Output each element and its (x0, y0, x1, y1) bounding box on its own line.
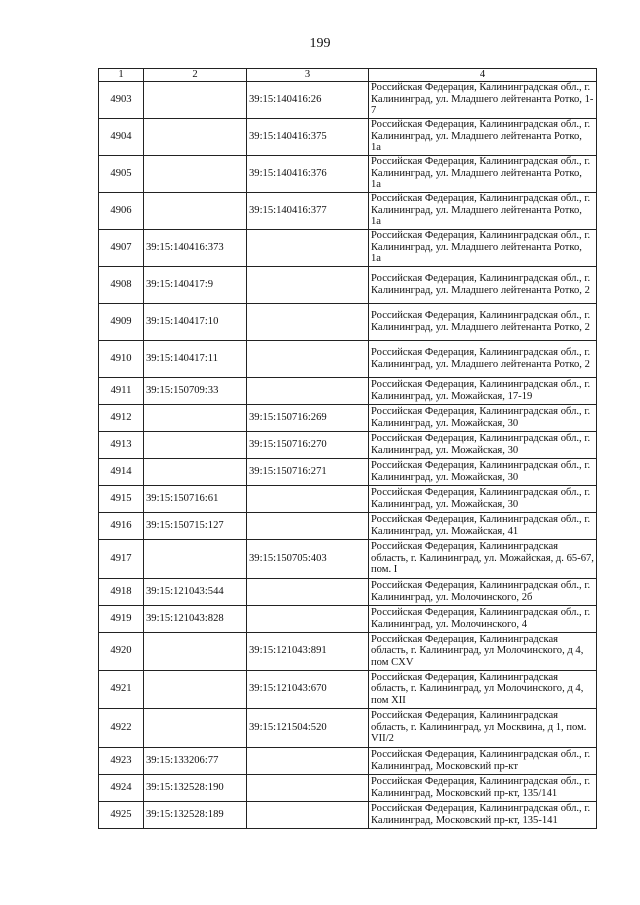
table-row (99, 539, 597, 578)
address-cell: Российская Федерация, Калининградская обл., г. Калининград, ул. Можайская, 30 (369, 485, 597, 512)
cadastral-number-col2 (144, 708, 247, 747)
cadastral-number-col3: 39:15:140416:376 (247, 155, 369, 192)
cadastral-number-col2 (144, 404, 247, 431)
row-number: 4912 (99, 404, 144, 431)
table-row (99, 377, 597, 404)
row-number: 4917 (99, 539, 144, 578)
cadastral-number-col3 (247, 747, 369, 774)
address-cell: Российская Федерация, Калининградская обл., г. Калининград, ул. Можайская, 30 (369, 431, 597, 458)
table-row (99, 266, 597, 303)
cadastral-number-col2: 39:15:140417:9 (144, 266, 247, 303)
cadastral-number-col3: 39:15:150716:271 (247, 458, 369, 485)
column-header-3: 3 (247, 69, 369, 82)
address-cell: Российская Федерация, Калининградская обл., г. Калининград, ул. Можайская, 41 (369, 512, 597, 539)
table-row (99, 708, 597, 747)
row-number: 4903 (99, 81, 144, 118)
cadastral-number-col3 (247, 774, 369, 801)
cadastral-number-col3 (247, 266, 369, 303)
registry-table (98, 68, 597, 829)
address-cell: Российская Федерация, Калининградская обл., г. Калининград, ул. Младшего лейтенанта Ротко, 2 (369, 266, 597, 303)
cadastral-number-col2 (144, 118, 247, 155)
row-number: 4909 (99, 303, 144, 340)
cadastral-number-col3 (247, 512, 369, 539)
table-row (99, 192, 597, 229)
cadastral-number-col2: 39:15:121043:828 (144, 605, 247, 632)
row-number: 4923 (99, 747, 144, 774)
row-number: 4904 (99, 118, 144, 155)
row-number: 4916 (99, 512, 144, 539)
address-cell: Российская Федерация, Калининградская обл., г. Калининград, ул. Молочинского, 2б (369, 578, 597, 605)
cadastral-number-col3: 39:15:150705:403 (247, 539, 369, 578)
address-cell: Российская Федерация, Калининградская область, г. Калининград, ул Молочинского, д 4, пом CXV (369, 632, 597, 670)
table-row (99, 303, 597, 340)
cadastral-number-col2: 39:15:132528:189 (144, 801, 247, 828)
table-row (99, 774, 597, 801)
cadastral-number-col3 (247, 578, 369, 605)
address-cell: Российская Федерация, Калининградская обл., г. Калининград, ул. Можайская, 17-19 (369, 377, 597, 404)
cadastral-number-col2 (144, 670, 247, 708)
cadastral-number-col3 (247, 303, 369, 340)
cadastral-number-col2 (144, 458, 247, 485)
address-cell: Российская Федерация, Калининградская обл., г. Калининград, Московский пр-кт, 135/141 (369, 774, 597, 801)
row-number: 4921 (99, 670, 144, 708)
cadastral-number-col2: 39:15:133206:77 (144, 747, 247, 774)
row-number: 4914 (99, 458, 144, 485)
row-number: 4911 (99, 377, 144, 404)
column-header-2: 2 (144, 69, 247, 82)
address-cell: Российская Федерация, Калининградская область, г. Калининград, ул Москвина, д 1, пом. VII/2 (369, 708, 597, 747)
table-row (99, 578, 597, 605)
address-cell: Российская Федерация, Калининградская обл., г. Калининград, ул. Младшего лейтенанта Ротко, 1-7 (369, 81, 597, 118)
cadastral-number-col2: 39:15:121043:544 (144, 578, 247, 605)
column-header-4: 4 (369, 69, 597, 82)
table-row (99, 632, 597, 670)
table-body (99, 81, 597, 828)
address-cell: Российская Федерация, Калининградская обл., г. Калининград, ул. Можайская, 30 (369, 458, 597, 485)
table-header-row (99, 69, 597, 82)
address-cell: Российская Федерация, Калининградская обл., г. Калининград, ул. Младшего лейтенанта Ротко, 1а (369, 118, 597, 155)
row-number: 4915 (99, 485, 144, 512)
table-row (99, 155, 597, 192)
cadastral-number-col2: 39:15:150716:61 (144, 485, 247, 512)
table-row (99, 404, 597, 431)
cadastral-number-col2: 39:15:140417:11 (144, 340, 247, 377)
cadastral-number-col2: 39:15:150709:33 (144, 377, 247, 404)
cadastral-number-col2: 39:15:150715:127 (144, 512, 247, 539)
table-row (99, 485, 597, 512)
table-row (99, 747, 597, 774)
address-cell: Российская Федерация, Калининградская обл., г. Калининград, Московский пр-кт, 135-141 (369, 801, 597, 828)
table-row (99, 512, 597, 539)
cadastral-number-col3: 39:15:121043:670 (247, 670, 369, 708)
table-row (99, 605, 597, 632)
row-number: 4906 (99, 192, 144, 229)
cadastral-number-col3 (247, 229, 369, 266)
table-row (99, 801, 597, 828)
address-cell: Российская Федерация, Калининградская обл., г. Калининград, ул. Можайская, 30 (369, 404, 597, 431)
address-cell: Российская Федерация, Калининградская обл., г. Калининград, ул. Младшего лейтенанта Ротко, 1а (369, 229, 597, 266)
cadastral-number-col2 (144, 192, 247, 229)
cadastral-number-col3 (247, 605, 369, 632)
cadastral-number-col2 (144, 431, 247, 458)
table-row (99, 340, 597, 377)
row-number: 4919 (99, 605, 144, 632)
page-number: 199 (309, 36, 331, 51)
cadastral-number-col3: 39:15:150716:269 (247, 404, 369, 431)
table-row (99, 118, 597, 155)
cadastral-number-col2: 39:15:140417:10 (144, 303, 247, 340)
address-cell: Российская Федерация, Калининградская обл., г. Калининград, ул. Младшего лейтенанта Ротко, 2 (369, 340, 597, 377)
cadastral-number-col2 (144, 81, 247, 118)
row-number: 4908 (99, 266, 144, 303)
cadastral-number-col3 (247, 377, 369, 404)
cadastral-number-col2: 39:15:132528:190 (144, 774, 247, 801)
table-row (99, 229, 597, 266)
row-number: 4924 (99, 774, 144, 801)
row-number: 4905 (99, 155, 144, 192)
cadastral-number-col3: 39:15:121504:520 (247, 708, 369, 747)
row-number: 4918 (99, 578, 144, 605)
cadastral-number-col3: 39:15:140416:375 (247, 118, 369, 155)
column-header-1: 1 (99, 69, 144, 82)
cadastral-number-col2 (144, 539, 247, 578)
table-row (99, 431, 597, 458)
cadastral-number-col3 (247, 340, 369, 377)
address-cell: Российская Федерация, Калининградская обл., г. Калининград, ул. Младшего лейтенанта Ротко, 1а (369, 155, 597, 192)
row-number: 4920 (99, 632, 144, 670)
address-cell: Российская Федерация, Калининградская область, г. Калининград, ул. Можайская, д. 65-67, пом. I (369, 539, 597, 578)
address-cell: Российская Федерация, Калининградская обл., г. Калининград, ул. Младшего лейтенанта Ротко, 2 (369, 303, 597, 340)
row-number: 4910 (99, 340, 144, 377)
row-number: 4913 (99, 431, 144, 458)
cadastral-number-col3: 39:15:121043:891 (247, 632, 369, 670)
cadastral-number-col2: 39:15:140416:373 (144, 229, 247, 266)
table-row (99, 670, 597, 708)
cadastral-number-col2 (144, 632, 247, 670)
table-row (99, 458, 597, 485)
row-number: 4907 (99, 229, 144, 266)
row-number: 4925 (99, 801, 144, 828)
address-cell: Российская Федерация, Калининградская обл., г. Калининград, Московский пр-кт (369, 747, 597, 774)
address-cell: Российская Федерация, Калининградская обл., г. Калининград, ул. Младшего лейтенанта Ротко, 1а (369, 192, 597, 229)
cadastral-number-col3 (247, 801, 369, 828)
cadastral-number-col3 (247, 485, 369, 512)
cadastral-number-col3: 39:15:140416:377 (247, 192, 369, 229)
address-cell: Российская Федерация, Калининградская обл., г. Калининград, ул. Молочинского, 4 (369, 605, 597, 632)
cadastral-number-col3: 39:15:150716:270 (247, 431, 369, 458)
cadastral-number-col3: 39:15:140416:26 (247, 81, 369, 118)
address-cell: Российская Федерация, Калининградская область, г. Калининград, ул Молочинского, д 4, пом XII (369, 670, 597, 708)
table-row (99, 81, 597, 118)
row-number: 4922 (99, 708, 144, 747)
cadastral-number-col2 (144, 155, 247, 192)
